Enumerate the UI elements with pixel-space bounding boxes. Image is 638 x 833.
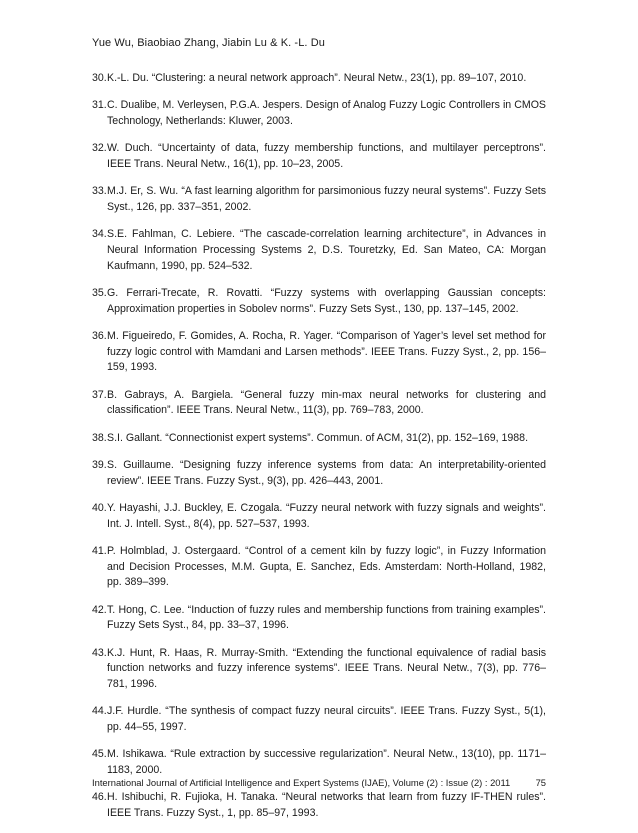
reference-number: 40.: [92, 502, 107, 514]
reference-text: W. Duch. “Uncertainty of data, fuzzy membership functions, and multilayer perceptrons”. IEEE Trans. Neural Netw., 16(1), pp. 10–23, 2005.: [107, 142, 546, 170]
reference-item: [92, 141, 546, 172]
reference-item: [92, 646, 546, 693]
reference-text: T. Hong, C. Lee. “Induction of fuzzy rules and membership functions from training examples”. Fuzzy Sets Syst., 84, pp. 33–37, 1996.: [107, 603, 546, 632]
reference-text: M. Ishikawa. “Rule extraction by successive regularization”. Neural Netw., 13(10), pp. 1171–1183, 2000.: [107, 748, 546, 777]
reference-number: 41.: [92, 545, 107, 557]
reference-text: K.J. Hunt, R. Haas, R. Murray-Smith. “Extending the functional equivalence of radial basis function networks and fuzzy inference systems”. IEEE Trans. Neural Netw., 7(3), pp. 776–781, 1996.: [107, 646, 546, 691]
reference-item: [92, 790, 546, 821]
reference-text: J.F. Hurdle. “The synthesis of compact fuzzy neural circuits”. IEEE Trans. Fuzzy Syst., 5(1), pp. 44–55, 1997.: [107, 705, 546, 734]
reference-number: 34.: [92, 228, 107, 241]
reference-text: G. Ferrari-Trecate, R. Rovatti. “Fuzzy systems with overlapping Gaussian concepts: Approximation properties in Sobolev norms”. Fuzzy Sets Syst., 130, pp. 137–145, 2002.: [107, 287, 546, 315]
reference-text: M. Figueiredo, F. Gomides, A. Rocha, R. Yager. “Comparison of Yager’s level set method for fuzzy logic control with Mamdani and Larsen methods”. IEEE Trans. Fuzzy Syst., 2, pp. 156–159, 1993.: [107, 330, 546, 374]
reference-number: 39.: [92, 459, 107, 471]
reference-number: 38.: [92, 431, 107, 444]
reference-text: K.-L. Du. “Clustering: a neural network approach”. Neural Netw., 23(1), pp. 89–107, 2010.: [107, 72, 527, 84]
page-footer: [92, 777, 546, 788]
reference-number: 44.: [92, 705, 107, 718]
reference-number: 37.: [92, 388, 107, 401]
reference-number: 42.: [92, 603, 107, 616]
reference-text: M.J. Er, S. Wu. “A fast learning algorithm for parsimonious fuzzy neural systems”. Fuzzy Sets Syst., 126, pp. 337–351, 2002.: [107, 185, 546, 213]
reference-number: 32.: [92, 142, 107, 155]
reference-item: [92, 458, 546, 489]
reference-number: 30.: [92, 72, 107, 84]
reference-text: P. Holmblad, J. Ostergaard. “Control of a cement kiln by fuzzy logic”, in Fuzzy Information and Decision Processes, M.M. Gupta, E. Sanchez, Eds. Amsterdam: North-Holland, 1982, pp. 389–399.: [107, 545, 546, 589]
reference-text: Y. Hayashi, J.J. Buckley, E. Czogala. “Fuzzy neural network with fuzzy signals and weights”. Int. J. Intell. Syst., 8(4), pp. 527–537, 1993.: [107, 502, 546, 530]
reference-text: S.I. Gallant. “Connectionist expert systems”. Commun. of ACM, 31(2), pp. 152–169, 1988.: [107, 431, 529, 444]
journal-citation: International Journal of Artificial Intelligence and Expert Systems (IJAE), Volume (2) : Issue (2) : 2011: [92, 777, 511, 788]
reference-number: 46.: [92, 791, 107, 804]
reference-number: 43.: [92, 646, 107, 659]
reference-item: [92, 286, 546, 317]
reference-text: S. Guillaume. “Designing fuzzy inference systems from data: An interpretability-oriented review”. IEEE Trans. Fuzzy Syst., 9(3), pp. 426–443, 2001.: [107, 459, 546, 487]
reference-item: [92, 501, 546, 532]
reference-item: [92, 704, 546, 735]
reference-item: [92, 544, 546, 591]
reference-text: H. Ishibuchi, R. Fujioka, H. Tanaka. “Neural networks that learn from fuzzy IF-THEN rules”. IEEE Trans. Fuzzy Syst., 1, pp. 85–97, 1993.: [107, 791, 546, 820]
reference-item: [92, 431, 546, 447]
reference-item: [92, 184, 546, 215]
page-header-authors: Yue Wu, Biaobiao Zhang, Jiabin Lu & K. -L. Du: [92, 37, 325, 49]
reference-item: [92, 388, 546, 419]
reference-number: 36.: [92, 330, 107, 342]
reference-item: [92, 603, 546, 634]
reference-item: [92, 227, 546, 274]
reference-list: [92, 71, 546, 833]
reference-text: C. Dualibe, M. Verleysen, P.G.A. Jespers. Design of Analog Fuzzy Logic Controllers in CMOS Technology, Netherlands: Kluwer, 2003.: [107, 99, 546, 127]
reference-item: [92, 71, 546, 87]
reference-item: [92, 329, 546, 376]
reference-number: 35.: [92, 287, 107, 299]
reference-text: S.E. Fahlman, C. Lebiere. “The cascade-correlation learning architecture”, in Advances in Neural Information Processing Systems 2, D.S. Touretzky, Ed. San Mateo, CA: Morgan Kaufmann, 1990, pp. 524–532.: [107, 228, 546, 272]
reference-number: 33.: [92, 185, 107, 198]
page-number: 75: [535, 777, 546, 788]
reference-item: [92, 747, 546, 778]
reference-text: B. Gabrays, A. Bargiela. “General fuzzy min-max neural networks for clustering and classification”. IEEE Trans. Neural Netw., 11(3), pp. 769–783, 2000.: [107, 388, 546, 417]
reference-number: 31.: [92, 99, 107, 112]
reference-number: 45.: [92, 748, 107, 761]
reference-item: [92, 98, 546, 129]
